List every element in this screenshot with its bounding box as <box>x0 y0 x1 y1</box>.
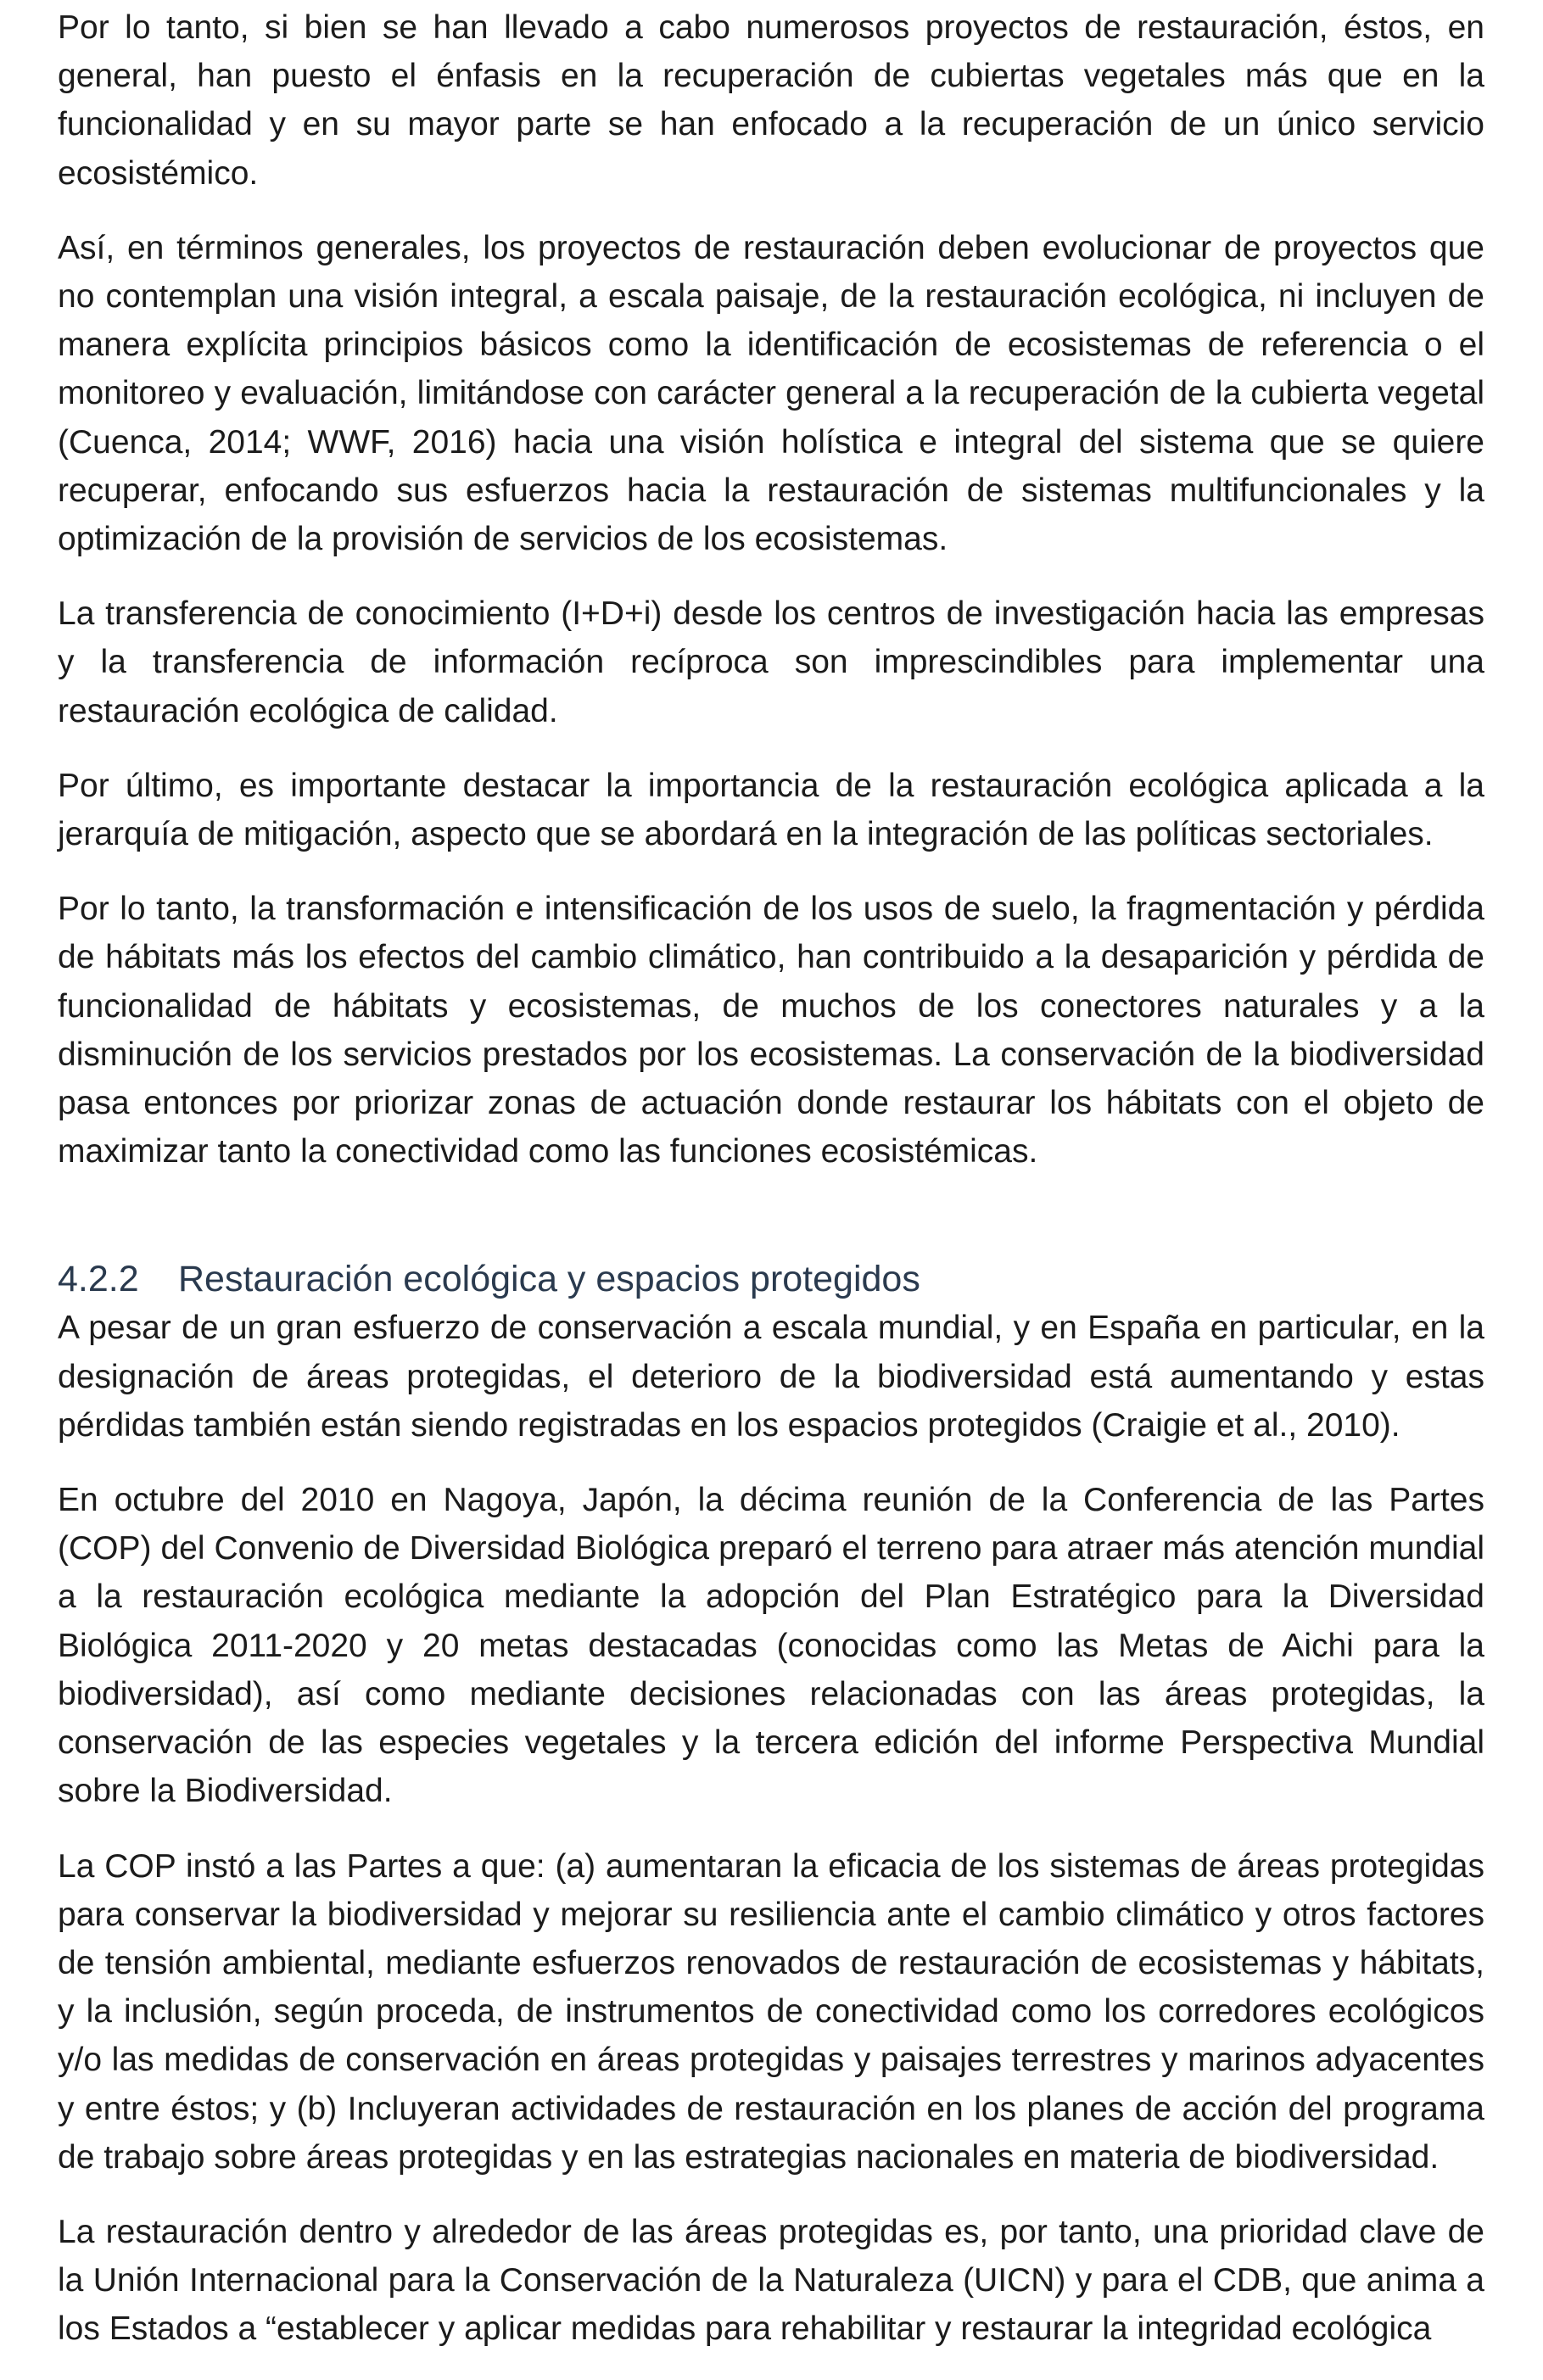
document-page <box>58 3 1484 2380</box>
paragraph-nagoya-cop: En octubre del 2010 en Nagoya, Japón, la décima reunión de la Conferencia de las Partes (COP) del Convenio de Diversidad Biológica preparó el terreno para atraer más atención mundial a la restauración ecológica mediante la adopción del Plan Estratégico para la Diversidad Biológica 2011-2020 y 20 metas destacadas (conocidas como las Metas de Aichi para la biodiversidad), así como mediante decisiones relacionadas con las áreas protegidas, la conservación de las especies vegetales y la tercera edición del informe Perspectiva Mundial sobre la Biodiversidad. <box>58 1482 1484 1810</box>
paragraph-protected-areas-loss: A pesar de un gran esfuerzo de conservación a escala mundial, y en España en particular, en la designación de áreas protegidas, el deterioro de la biodiversidad está aumentando y estas pérdidas también están siendo registradas en los espacios protegidos (Craigie et al., 2010). <box>58 1310 1484 1444</box>
paragraph-holistic-vision: Así, en términos generales, los proyectos de restauración deben evolucionar de proyectos que no contemplan una visión integral, a escala paisaje, de la restauración ecológica, ni incluyen de manera explícita principios básicos como la identificación de ecosistemas de referencia o el monitoreo y evaluación, limitándose con carácter general a la recuperación de la cubierta vegetal (Cuenca, 2014; WWF, 2016) hacia una visión holística e integral del sistema que se quiere recuperar, enfocando sus esfuerzos hacia la restauración de sistemas multifuncionales y la optimización de la provisión de servicios de los ecosistemas. <box>58 229 1484 558</box>
section-title: Restauración ecológica y espacios protegidos <box>178 1259 920 1300</box>
paragraph-mitigation-hierarchy: Por último, es importante destacar la importancia de la restauración ecológica aplicada a la jerarquía de mitigación, aspecto que se abordará en la integración de las políticas sectoriales. <box>58 767 1484 853</box>
paragraph-cop-urged-parties: La COP instó a las Partes a que: (a) aumentaran la eficacia de los sistemas de áreas protegidas para conservar la biodiversidad y mejorar su resiliencia ante el cambio climático y otros factores de tensión ambiental, mediante esfuerzos renovados de restauración de ecosistemas y hábitats, y la inclusión, según proceda, de instrumentos de conectividad como los corredores ecológicos y/o las medidas de conservación en áreas protegidas y paisajes terrestres y marinos adyacentes y entre éstos; y (b) Incluyeran actividades de restauración en los planes de acción del programa de trabajo sobre áreas protegidas y en las estrategias nacionales en materia de biodiversidad. <box>58 1847 1484 2176</box>
paragraph-uicn-priority: La restauración dentro y alrededor de las áreas protegidas es, por tanto, una prioridad clave de la Unión Internacional para la Conservación de la Naturaleza (UICN) y para el CDB, que anima a los Estados a “establecer y aplicar medidas para rehabilitar y restaurar la integridad ecológica <box>58 2213 1484 2348</box>
paragraph-knowledge-transfer: La transferencia de conocimiento (I+D+i) desde los centros de investigación hacia las empresas y la transferencia de información recíproca son imprescindibles para implementar una restauración ecológica de calidad. <box>58 595 1484 729</box>
paragraph-restoration-focus: Por lo tanto, si bien se han llevado a cabo numerosos proyectos de restauración, éstos, en general, han puesto el énfasis en la recuperación de cubiertas vegetales más que en la funcionalidad y en su mayor parte se han enfocado a la recuperación de un único servicio ecosistémico. <box>58 9 1484 192</box>
section-heading <box>58 1254 1484 1304</box>
section-number: 4.2.2 <box>58 1259 139 1300</box>
paragraph-land-use-transformation: Por lo tanto, la transformación e intensificación de los usos de suelo, la fragmentación y pérdida de hábitats más los efectos del cambio climático, han contribuido a la desaparición y pérdida de funcionalidad de hábitats y ecosistemas, de muchos de los conectores naturales y a la disminución de los servicios prestados por los ecosistemas. La conservación de la biodiversidad pasa entonces por priorizar zonas de actuación donde restaurar los hábitats con el objeto de maximizar tanto la conectividad como las funciones ecosistémicas. <box>58 891 1484 1170</box>
